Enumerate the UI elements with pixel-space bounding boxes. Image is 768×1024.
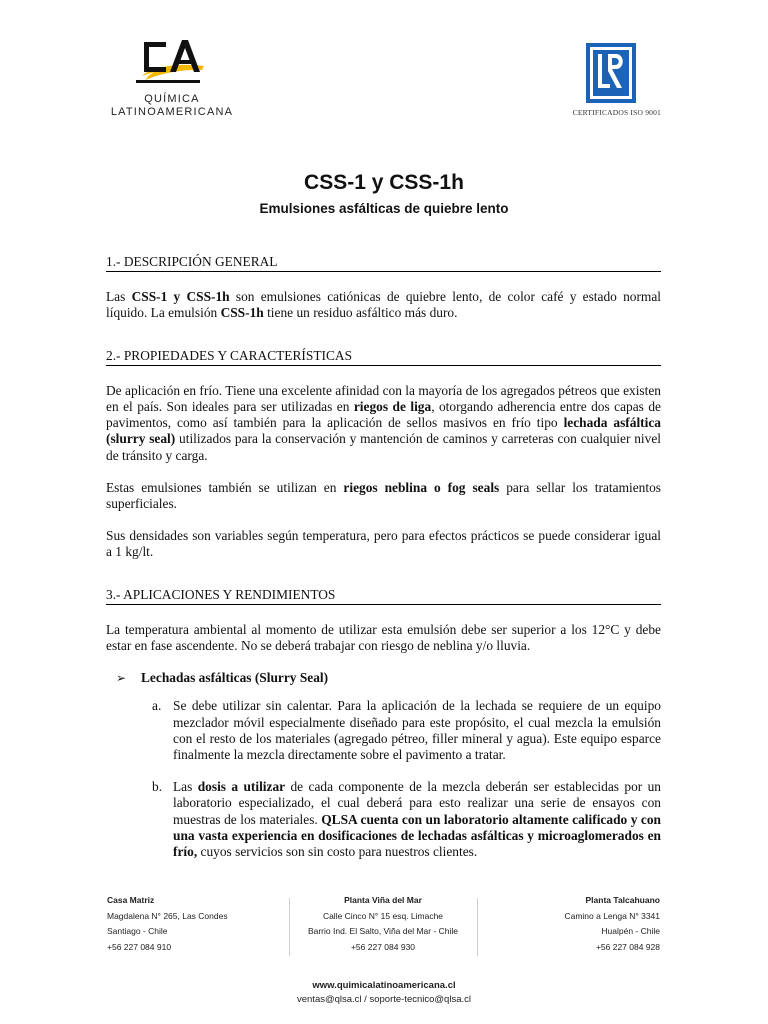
document-subtitle: Emulsiones asfálticas de quiebre lento [259, 201, 509, 216]
list-item-letter: b. [152, 779, 163, 795]
footer-planta-vina: Planta Viña del Mar Calle Cinco N° 15 esq. Limache Barrio Ind. El Salto, Viña del Mar - Chile +56 227 084 930 [307, 895, 459, 952]
paragraph-descripcion: Las CSS-1 y CSS-1h son emulsiones catiónicas de quiebre lento, de color café y estado normal líquido. La emulsión CSS-1h tiene un residuo asfáltico más duro. [106, 289, 662, 321]
paragraph-propiedades-2: Estas emulsiones también se utilizan en riegos neblina o fog seals para sellar los tratamientos superficiales. [106, 479, 661, 512]
document-title: CSS-1 y CSS-1h [304, 171, 464, 194]
section-heading-aplicaciones: 3.- APLICACIONES Y RENDIMIENTOS [106, 587, 661, 605]
document-body [106, 254, 661, 876]
paragraph-propiedades-1: De aplicación en frío. Tiene una excelente afinidad con la mayoría de los agregados pétreos que existen en el país. Son ideales para ser utilizadas en riegos de liga, otorgando adherencia entre dos capas de pavimentos, como así también para la aplicación de sellos masivos en frío tipo lechada asfáltica (slurry seal) utilizados para la conservación y mantención de caminos y carreteras con cualquier nivel de tránsito y carga. [106, 382, 661, 463]
list-item-a [106, 698, 661, 763]
company-logo-mark [132, 36, 208, 88]
footer-website-link[interactable]: www.quimicalatinoamericana.cl [312, 980, 456, 991]
footer-divider [477, 898, 478, 956]
page-header [0, 0, 768, 130]
page-footer [0, 893, 768, 1024]
footer-planta-talcahuano: Planta Talcahuano Camino a Lenga N° 3341 Hualpén - Chile +56 227 084 928 [564, 895, 660, 952]
arrow-bullet-icon: ➢ [116, 671, 127, 686]
footer-casa-matriz: Casa Matriz Magdalena N° 265, Las Condes Santiago - Chile +56 227 084 910 [107, 895, 228, 952]
lr-certification-logo [586, 43, 636, 103]
section-heading-descripcion: 1.- DESCRIPCIÓN GENERAL [106, 254, 661, 272]
paragraph-propiedades-3: Sus densidades son variables según temperatura, pero para efectos prácticos se puede considerar igual a 1 kg/lt. [106, 528, 661, 560]
company-logo [106, 36, 236, 122]
certification-label: CERTIFICADOS ISO 9001 [572, 108, 661, 117]
list-item-letter: a. [152, 698, 162, 714]
bullet-lechadas-label: Lechadas asfálticas (Slurry Seal) [141, 670, 329, 686]
list-item-text: Se debe utilizar sin calentar. Para la aplicación de la lechada se requiere de un equipo mezclador móvil especialmente diseñado para este propósito, el cual mezcla la emulsión con el resto de los materiales (agregado pétreo, filler mineral y agua). Este equipo esparce finalmente la mezcla directamente sobre el pavimento a tratar. [173, 698, 661, 763]
paragraph-aplicaciones-1: La temperatura ambiental al momento de utilizar esta emulsión debe ser superior a los 12°C y debe estar en fase ascendente. No se deberá trabajar con riesgo de neblina y/o lluvia. [106, 621, 661, 654]
bullet-lechadas [106, 670, 661, 686]
logo-text-latinoamericana: LATINOAMERICANA [110, 106, 234, 118]
list-item-b: b. Las dosis a utilizar de cada componente de la mezcla deberán ser establecidas por un laboratorio especializado, el cual deberá para esto realizar una serie de ensayos con muestras de los materiales. QLSA cuenta con un laboratorio altamente calificado y con una vasta experiencia en dosificaciones de lechadas asfálticas y microaglomerados en frío, cuyos servicios son sin costo para nuestros clientes. [152, 779, 661, 860]
logo-text-quimica: QUÍMICA [144, 93, 200, 105]
section-heading-propiedades: 2.- PROPIEDADES Y CARACTERÍSTICAS [106, 348, 661, 366]
footer-email-links[interactable]: ventas@qlsa.cl / soporte-tecnico@qlsa.cl [296, 994, 471, 1005]
